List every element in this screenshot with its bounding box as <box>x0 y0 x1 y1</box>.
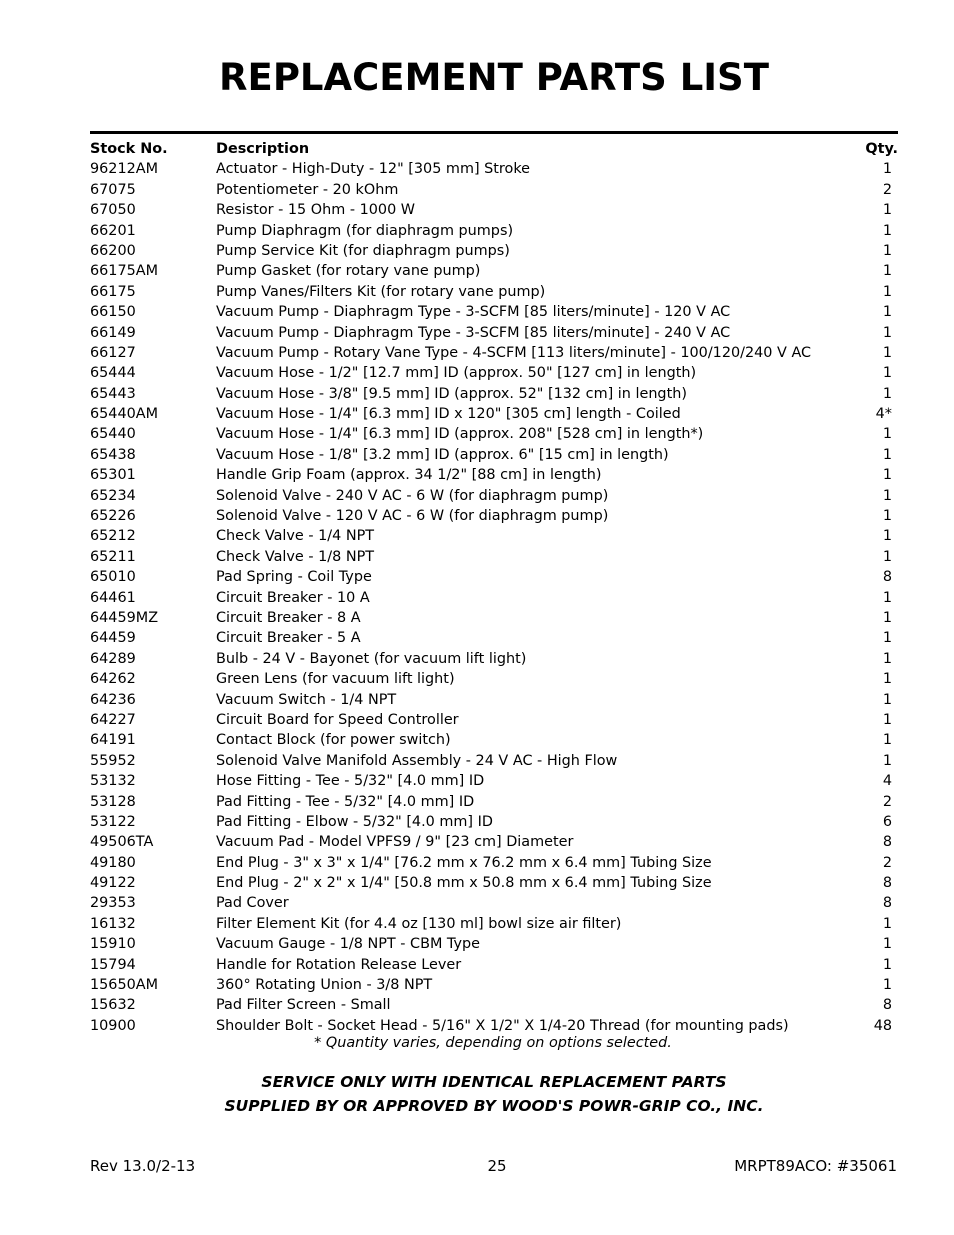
description-cell: Handle Grip Foam (approx. 34 1/2" [88 cm] in length) <box>216 467 602 484</box>
table-row <box>90 955 898 975</box>
stock-no-cell: 49506TA <box>90 834 154 851</box>
stock-no-cell: 64459MZ <box>90 609 159 626</box>
qty-cell: 1 <box>882 752 892 769</box>
parts-table <box>90 139 898 1036</box>
stock-no-cell: 65438 <box>90 446 136 463</box>
stock-no-cell: 16132 <box>90 915 136 932</box>
description-cell: Potentiometer - 20 kOhm <box>216 181 399 198</box>
stock-no-cell: 55952 <box>90 752 136 769</box>
table-row <box>90 180 898 200</box>
header-stock-no: Stock No. <box>90 141 168 157</box>
stock-no-cell: 15910 <box>90 936 136 953</box>
description-cell: Vacuum Gauge - 1/8 NPT - CBM Type <box>216 936 480 953</box>
description-cell: Solenoid Valve - 240 V AC - 6 W (for diaphragm pump) <box>216 487 609 504</box>
table-row <box>90 506 898 526</box>
description-cell: Handle for Rotation Release Lever <box>216 956 462 973</box>
qty-cell: 1 <box>882 936 892 953</box>
description-cell: Pad Cover <box>216 895 289 912</box>
table-row <box>90 588 898 608</box>
description-cell: Pad Fitting - Elbow - 5/32" [4.0 mm] ID <box>216 813 493 830</box>
qty-cell: 2 <box>882 854 892 871</box>
qty-cell: 1 <box>882 161 892 178</box>
table-row <box>90 873 898 893</box>
stock-no-cell: 96212AM <box>90 161 159 178</box>
table-row <box>90 200 898 220</box>
table-row <box>90 363 898 383</box>
stock-no-cell: 15650AM <box>90 977 159 994</box>
qty-cell: 8 <box>882 997 892 1014</box>
table-row <box>90 323 898 343</box>
table-row <box>90 771 898 791</box>
table-row <box>90 914 898 934</box>
stock-no-cell: 64191 <box>90 732 136 749</box>
qty-cell: 1 <box>882 304 892 321</box>
description-cell: Solenoid Valve - 120 V AC - 6 W (for diaphragm pump) <box>216 508 609 525</box>
qty-cell: 1 <box>882 467 892 484</box>
qty-cell: 1 <box>882 977 892 994</box>
document-id: MRPT89ACO: #35061 <box>734 1157 897 1175</box>
qty-cell: 1 <box>882 446 892 463</box>
qty-cell: 1 <box>882 263 892 280</box>
qty-cell: 1 <box>882 324 892 341</box>
description-cell: Pump Service Kit (for diaphragm pumps) <box>216 242 510 259</box>
table-row <box>90 730 898 750</box>
table-row <box>90 445 898 465</box>
table-row <box>90 690 898 710</box>
description-cell: Resistor - 15 Ohm - 1000 W <box>216 202 416 219</box>
qty-cell: 48 <box>873 1017 892 1034</box>
quantity-footnote: * Quantity varies, depending on options selected. <box>314 1035 672 1051</box>
stock-no-cell: 10900 <box>90 1017 136 1034</box>
table-row <box>90 751 898 771</box>
qty-cell: 1 <box>882 283 892 300</box>
table-row <box>90 486 898 506</box>
stock-no-cell: 53132 <box>90 773 136 790</box>
description-cell: Filter Element Kit (for 4.4 oz [130 ml] bowl size air filter) <box>216 915 622 932</box>
stock-no-cell: 65301 <box>90 467 136 484</box>
table-row <box>90 465 898 485</box>
description-cell: Green Lens (for vacuum lift light) <box>216 671 455 688</box>
qty-cell: 1 <box>882 671 892 688</box>
qty-cell: 1 <box>882 711 892 728</box>
description-cell: Check Valve - 1/4 NPT <box>216 528 375 545</box>
description-cell: Vacuum Pump - Diaphragm Type - 3-SCFM [85 liters/minute] - 240 V AC <box>216 324 731 341</box>
table-row <box>90 526 898 546</box>
parts-rows <box>90 159 898 1036</box>
qty-cell: 1 <box>882 487 892 504</box>
qty-cell: 2 <box>882 793 892 810</box>
qty-cell: 1 <box>882 528 892 545</box>
qty-cell: 8 <box>882 875 892 892</box>
table-row <box>90 241 898 261</box>
description-cell: End Plug - 2" x 2" x 1/4" [50.8 mm x 50.8 mm x 6.4 mm] Tubing Size <box>216 875 712 892</box>
qty-cell: 2 <box>882 181 892 198</box>
description-cell: Circuit Breaker - 10 A <box>216 589 370 606</box>
qty-cell: 4* <box>875 406 892 423</box>
table-row <box>90 649 898 669</box>
table-row <box>90 1016 898 1036</box>
table-row <box>90 404 898 424</box>
description-cell: Solenoid Valve Manifold Assembly - 24 V AC - High Flow <box>216 752 618 769</box>
table-row <box>90 995 898 1015</box>
description-cell: Vacuum Pad - Model VPFS9 / 9" [23 cm] Diameter <box>216 834 574 851</box>
stock-no-cell: 64289 <box>90 650 136 667</box>
table-row <box>90 934 898 954</box>
description-cell: Vacuum Switch - 1/4 NPT <box>216 691 397 708</box>
description-cell: Shoulder Bolt - Socket Head - 5/16" X 1/2" X 1/4-20 Thread (for mounting pads) <box>216 1017 789 1034</box>
table-row <box>90 384 898 404</box>
description-cell: Vacuum Hose - 3/8" [9.5 mm] ID (approx. 52" [132 cm] in length) <box>216 385 687 402</box>
stock-no-cell: 67050 <box>90 202 136 219</box>
qty-cell: 1 <box>882 508 892 525</box>
title-divider <box>90 131 898 134</box>
description-cell: Vacuum Hose - 1/4" [6.3 mm] ID x 120" [305 cm] length - Coiled <box>216 406 681 423</box>
table-row <box>90 832 898 852</box>
description-cell: Contact Block (for power switch) <box>216 732 451 749</box>
stock-no-cell: 29353 <box>90 895 136 912</box>
stock-no-cell: 66175AM <box>90 263 159 280</box>
qty-cell: 1 <box>882 650 892 667</box>
stock-no-cell: 15632 <box>90 997 136 1014</box>
table-row <box>90 975 898 995</box>
qty-cell: 6 <box>882 813 892 830</box>
header-description: Description <box>216 141 310 157</box>
stock-no-cell: 66175 <box>90 283 136 300</box>
stock-no-cell: 65226 <box>90 508 136 525</box>
qty-cell: 1 <box>882 956 892 973</box>
description-cell: Hose Fitting - Tee - 5/32" [4.0 mm] ID <box>216 773 485 790</box>
description-cell: Pad Fitting - Tee - 5/32" [4.0 mm] ID <box>216 793 475 810</box>
qty-cell: 1 <box>882 426 892 443</box>
qty-cell: 8 <box>882 895 892 912</box>
table-row <box>90 547 898 567</box>
stock-no-cell: 64236 <box>90 691 136 708</box>
table-header <box>90 139 898 159</box>
description-cell: 360° Rotating Union - 3/8 NPT <box>216 977 433 994</box>
qty-cell: 1 <box>882 548 892 565</box>
description-cell: Vacuum Pump - Diaphragm Type - 3-SCFM [85 liters/minute] - 120 V AC <box>216 304 731 321</box>
stock-no-cell: 65444 <box>90 365 136 382</box>
qty-cell: 1 <box>882 609 892 626</box>
table-row <box>90 853 898 873</box>
qty-cell: 1 <box>882 589 892 606</box>
stock-no-cell: 64461 <box>90 589 136 606</box>
service-notice-line2: SUPPLIED BY OR APPROVED BY WOOD'S POWR-GRIP CO., INC. <box>224 1097 764 1115</box>
service-notice-line1: SERVICE ONLY WITH IDENTICAL REPLACEMENT PARTS <box>261 1073 727 1091</box>
qty-cell: 8 <box>882 569 892 586</box>
header-qty: Qty. <box>865 141 898 157</box>
stock-no-cell: 65440 <box>90 426 136 443</box>
stock-no-cell: 64459 <box>90 630 136 647</box>
table-row <box>90 302 898 322</box>
qty-cell: 1 <box>882 202 892 219</box>
stock-no-cell: 49122 <box>90 875 136 892</box>
description-cell: Vacuum Hose - 1/8" [3.2 mm] ID (approx. 6" [15 cm] in length) <box>216 446 669 463</box>
stock-no-cell: 64262 <box>90 671 136 688</box>
page-number: 25 <box>487 1157 507 1175</box>
description-cell: End Plug - 3" x 3" x 1/4" [76.2 mm x 76.2 mm x 6.4 mm] Tubing Size <box>216 854 712 871</box>
stock-no-cell: 66200 <box>90 242 136 259</box>
stock-no-cell: 65234 <box>90 487 136 504</box>
table-row <box>90 261 898 281</box>
description-cell: Circuit Breaker - 5 A <box>216 630 361 647</box>
table-row <box>90 710 898 730</box>
qty-cell: 1 <box>882 385 892 402</box>
description-cell: Pad Spring - Coil Type <box>216 569 372 586</box>
stock-no-cell: 15794 <box>90 956 136 973</box>
qty-cell: 8 <box>882 834 892 851</box>
description-cell: Check Valve - 1/8 NPT <box>216 548 375 565</box>
table-row <box>90 608 898 628</box>
qty-cell: 1 <box>882 222 892 239</box>
description-cell: Pump Vanes/Filters Kit (for rotary vane pump) <box>216 283 546 300</box>
description-cell: Bulb - 24 V - Bayonet (for vacuum lift light) <box>216 650 527 667</box>
stock-no-cell: 66201 <box>90 222 136 239</box>
revision-label: Rev 13.0/2-13 <box>90 1157 196 1175</box>
table-row <box>90 424 898 444</box>
description-cell: Pad Filter Screen - Small <box>216 997 391 1014</box>
qty-cell: 1 <box>882 630 892 647</box>
qty-cell: 1 <box>882 915 892 932</box>
stock-no-cell: 49180 <box>90 854 136 871</box>
stock-no-cell: 65443 <box>90 385 136 402</box>
table-row <box>90 567 898 587</box>
description-cell: Circuit Board for Speed Controller <box>216 711 459 728</box>
description-cell: Circuit Breaker - 8 A <box>216 609 361 626</box>
description-cell: Pump Gasket (for rotary vane pump) <box>216 263 481 280</box>
table-row <box>90 282 898 302</box>
table-row <box>90 159 898 179</box>
stock-no-cell: 65440AM <box>90 406 159 423</box>
stock-no-cell: 65211 <box>90 548 136 565</box>
table-row <box>90 893 898 913</box>
qty-cell: 1 <box>882 691 892 708</box>
description-cell: Vacuum Hose - 1/2" [12.7 mm] ID (approx. 50" [127 cm] in length) <box>216 365 697 382</box>
table-row <box>90 343 898 363</box>
page-title: REPLACEMENT PARTS LIST <box>219 56 769 99</box>
description-cell: Actuator - High-Duty - 12" [305 mm] Stroke <box>216 161 531 178</box>
stock-no-cell: 65212 <box>90 528 136 545</box>
qty-cell: 1 <box>882 365 892 382</box>
stock-no-cell: 65010 <box>90 569 136 586</box>
stock-no-cell: 66150 <box>90 304 136 321</box>
qty-cell: 1 <box>882 242 892 259</box>
description-cell: Vacuum Pump - Rotary Vane Type - 4-SCFM [113 liters/minute] - 100/120/240 V AC <box>216 344 812 361</box>
table-row <box>90 792 898 812</box>
stock-no-cell: 53122 <box>90 813 136 830</box>
table-row <box>90 221 898 241</box>
qty-cell: 1 <box>882 732 892 749</box>
qty-cell: 1 <box>882 344 892 361</box>
description-cell: Pump Diaphragm (for diaphragm pumps) <box>216 222 514 239</box>
stock-no-cell: 66127 <box>90 344 136 361</box>
table-row <box>90 669 898 689</box>
table-row <box>90 812 898 832</box>
stock-no-cell: 67075 <box>90 181 136 198</box>
qty-cell: 4 <box>882 773 892 790</box>
description-cell: Vacuum Hose - 1/4" [6.3 mm] ID (approx. 208" [528 cm] in length*) <box>216 426 704 443</box>
stock-no-cell: 64227 <box>90 711 136 728</box>
stock-no-cell: 66149 <box>90 324 136 341</box>
table-row <box>90 628 898 648</box>
stock-no-cell: 53128 <box>90 793 136 810</box>
